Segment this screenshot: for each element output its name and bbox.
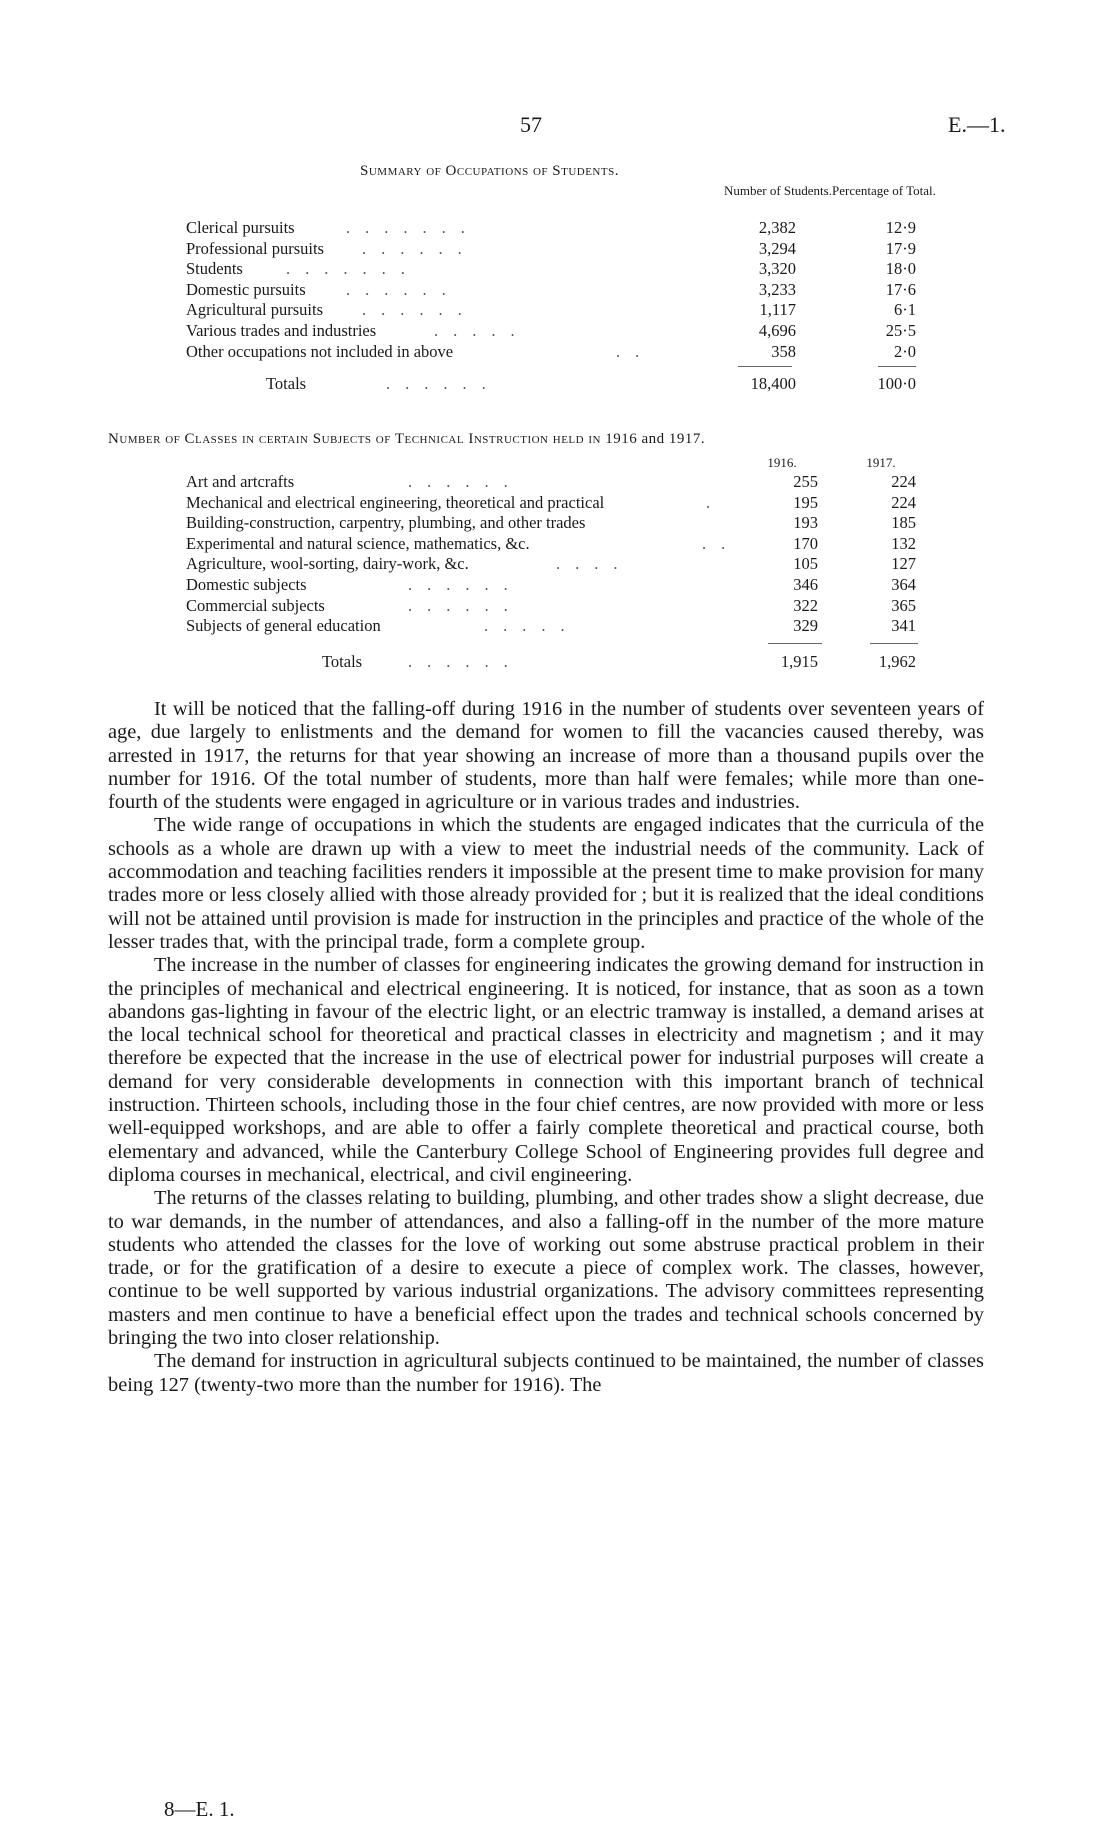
table-row: Domestic pursuits ...... 3,233 17·6: [186, 279, 916, 299]
classes-title-years: 1916 and 1917.: [605, 431, 706, 447]
occupations-table-title: Summary of Occupations of Students.: [360, 163, 619, 179]
table-row: Agriculture, wool-sorting, dairy-work, &c. .... 105 127: [186, 554, 916, 574]
row-1916: 346: [793, 574, 818, 594]
total-rule: [870, 643, 918, 644]
total-rule: [738, 366, 792, 367]
row-1916: 170: [793, 533, 818, 553]
row-label: Building-construction, carpentry, plumbing, and other trades: [186, 513, 586, 533]
row-label: Agriculture, wool-sorting, dairy-work, &c.: [186, 554, 469, 574]
row-number: 4,696: [758, 320, 796, 340]
footer-signature: 8—E. 1.: [164, 1797, 235, 1821]
row-label: Other occupations not included in above: [186, 341, 454, 361]
page-number: 57: [520, 112, 542, 137]
table-row: Domestic subjects ...... 346 364: [186, 574, 916, 594]
table-row: Subjects of general education ..... 329 341: [186, 616, 916, 636]
row-percent: 17·9: [885, 238, 916, 258]
row-1917: 224: [891, 472, 916, 491]
paragraph: It will be noticed that the falling-off during 1916 in the number of students over seventeen years of age, due largely to enlistments and the demand for women to fill the vacancies caused thereby, was arrested in 1917, the returns for that year showing an increase of more than a thousand pupils over the number for 1916. Of the total number of students, more than half were females; while more than one-fourth of the students were engaged in agriculture or in various trades and industries.: [108, 698, 984, 814]
totals-row: Totals ...... 18,400 100·0: [186, 370, 986, 398]
row-label: Mechanical and electrical engineering, theoretical and practical: [186, 492, 605, 512]
paragraph: The demand for instruction in agricultural subjects continued to be maintained, the number of classes being 127 (twenty-two more than the number for 1916). The: [108, 1350, 984, 1396]
row-label: Students: [186, 259, 243, 279]
row-1917: 132: [891, 533, 916, 553]
classes-title-text: Number of Classes in certain Subjects of Technical Instruction held in: [108, 431, 601, 447]
row-percent: 6·1: [894, 300, 916, 320]
row-label: Art and artcrafts: [186, 472, 295, 491]
row-label: Various trades and industries: [186, 320, 377, 340]
table-row: Agricultural pursuits ...... 1,117 6·1: [186, 300, 916, 320]
table-row: Clerical pursuits ....... 2,382 12·9: [186, 218, 916, 237]
row-1917: 224: [891, 492, 916, 512]
row-1917: 364: [891, 574, 916, 594]
row-percent: 2·0: [894, 341, 916, 361]
row-label: Agricultural pursuits: [186, 300, 324, 320]
col-header-1917: 1917.: [866, 455, 896, 470]
totals-label: Totals: [266, 374, 307, 394]
row-percent: 25·5: [885, 320, 916, 340]
table-row: Other occupations not included in above .. 358 2·0: [186, 341, 916, 361]
row-percent: 18·0: [885, 259, 916, 279]
totals-label: Totals: [322, 651, 363, 671]
row-1916: 255: [793, 472, 818, 491]
classes-table: [186, 454, 1006, 675]
row-number: 3,233: [758, 279, 796, 299]
row-1917: 341: [891, 616, 916, 636]
row-label: Experimental and natural science, mathematics, &c.: [186, 533, 530, 553]
occupations-table: [186, 184, 986, 398]
table-row: Experimental and natural science, mathematics, &c. .. 170 132: [186, 533, 916, 553]
row-number: 3,294: [758, 238, 796, 258]
total-rule: [768, 643, 822, 644]
col-header-number-of-students: Number of Students.: [724, 183, 832, 198]
col-header-1916: 1916.: [767, 455, 797, 470]
table-row: Commercial subjects ...... 322 365: [186, 595, 916, 615]
row-1917: 365: [891, 595, 916, 615]
page-reference: E.—1.: [948, 112, 1006, 137]
table-row: Students ....... 3,320 18·0: [186, 259, 916, 279]
classes-table-title: [108, 431, 705, 448]
paragraph: The returns of the classes relating to building, plumbing, and other trades show a slight decrease, due to war demands, in the number of attendances, and also a falling-off in the number of the more mature students who attended the classes for the love of working out some abstruse practical problem in their trade, or for the gratification of a desire to execute a piece of complex work. The classes, however, continue to be well supported by various industrial organizations. The advisory committees representing masters and men continue to have a beneficial effect upon the trades and technical schools concerned by bringing the two into closer relationship.: [108, 1187, 984, 1350]
table-row: [186, 513, 1006, 534]
row-label: Commercial subjects: [186, 595, 325, 615]
paragraph: The increase in the number of classes for engineering indicates the growing demand for instruction in the principles of mechanical and electrical engineering. It is noticed, for instance, that as soon as a town abandons gas-lighting in favour of the electric light, or an electric tramway is installed, a demand arises at the local technical school for theoretical and practical classes in electricity and magnetism ; and it may therefore be expected that the increase in the use of electrical power for industrial purposes will create a demand for very considerable developments in connection with this important branch of technical instruction. Thirteen schools, including those in the four chief centres, are now provided with more or less well-equipped workshops, and are able to offer a fairly complete theoretical and practical course, both elementary and advanced, while the Canterbury College School of Engineering provides full degree and diploma courses in mechanical, electrical, and civil engineering.: [108, 954, 984, 1186]
row-1916: 195: [793, 492, 818, 512]
row-label: Domestic pursuits: [186, 279, 306, 299]
row-percent: 12·9: [885, 218, 916, 237]
row-1916: 329: [793, 616, 818, 636]
totals-percent: 100·0: [877, 374, 916, 394]
row-1916: 105: [793, 554, 818, 574]
paragraph: The wide range of occupations in which the students are engaged indicates that the curricula of the schools as a whole are drawn up with a view to meet the industrial needs of the community. Lack of accommodation and teaching facilities renders it impossible at the present time to make provision for many trades more or less closely allied with those already provided for ; but it is realized that the ideal conditions will not be attained until provision is made for instruction in the principles and practice of the whole of the lesser trades that, with the principal trade, form a complete group.: [108, 814, 984, 953]
totals-number: 18,400: [750, 374, 796, 394]
totals-1916: 1,915: [780, 651, 818, 671]
col-header-percentage-of-total: Percentage of Total.: [832, 183, 936, 198]
row-label: Professional pursuits: [186, 238, 324, 258]
totals-row: Totals ...... 1,915 1,962: [186, 649, 1006, 675]
row-label: Subjects of general education: [186, 616, 381, 636]
row-number: 3,320: [758, 259, 796, 279]
row-number: 2,382: [758, 218, 796, 237]
totals-1917: 1,962: [878, 651, 916, 671]
table-row: Art and artcrafts ...... 255 224: [186, 472, 916, 491]
row-label: Clerical pursuits: [186, 218, 295, 237]
row-1916: 193: [793, 513, 818, 533]
row-label: Domestic subjects: [186, 574, 307, 594]
row-1917: 127: [891, 554, 916, 574]
table-row: Various trades and industries ..... 4,696 25·5: [186, 320, 916, 340]
row-number: 1,117: [759, 300, 796, 320]
body-text: [108, 698, 984, 1397]
table-row: Professional pursuits ...... 3,294 17·9: [186, 238, 916, 258]
table-row: Mechanical and electrical engineering, theoretical and practical . 195 224: [186, 492, 916, 512]
total-rule: [878, 366, 916, 367]
row-number: 358: [771, 341, 796, 361]
row-percent: 17·6: [885, 279, 916, 299]
row-1917: 185: [891, 513, 916, 533]
row-1916: 322: [793, 595, 818, 615]
